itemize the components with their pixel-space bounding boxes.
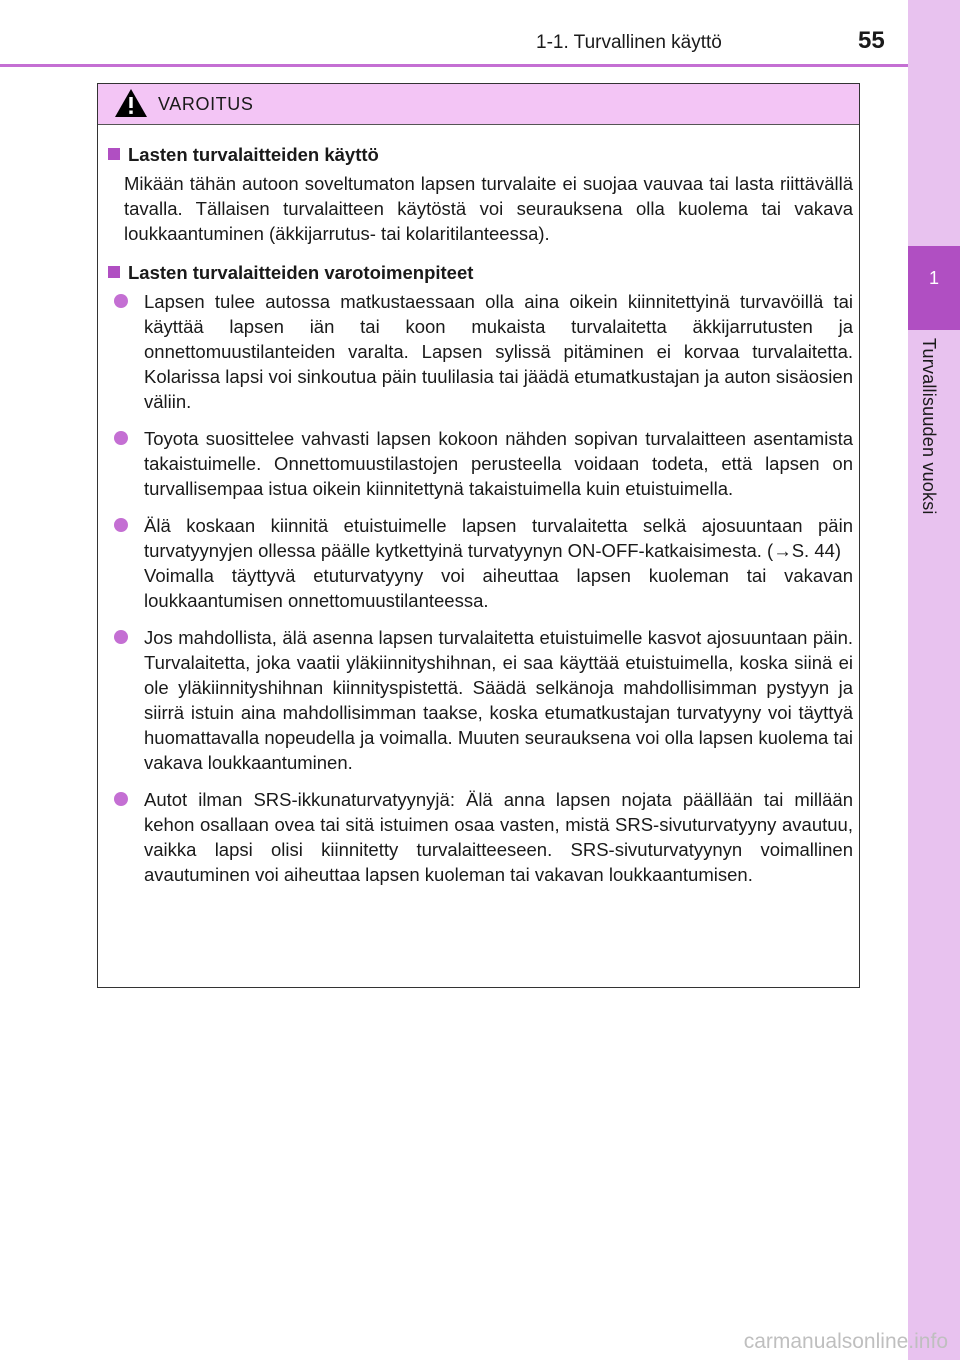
section-paragraph: Mikään tähän autoon soveltumaton lapsen turvalaite ei suojaa vauvaa tai lasta riittävällä tavalla. Tällaisen turvalaitteen käytöstä voi seurauksena olla kuolema tai vakava loukkaantuminen (äkkijarrutus- tai kolaritilanteessa). [124,173,853,244]
warning-content [98,142,861,899]
warning-title: VAROITUS [158,94,254,114]
running-header-section: 1-1. Turvallinen käyttö [536,32,722,53]
header-rule [0,64,908,67]
list-item-text: Älä koskaan kiinnitä etuistuimelle lapsen turvalaitetta selkä ajosuuntaan päin turvatyynyjen ollessa päälle kytkettyinä turvatyynyn ON-OFF-katkaisimesta. (→S. 44) [144,515,853,561]
section-heading [98,260,861,285]
circle-bullet-icon [114,630,128,644]
section-heading [98,142,861,167]
square-bullet-icon [108,266,120,278]
list-item-text-continued: Voimalla täyttyvä etuturvatyyny voi aiheuttaa lapsen kuoleman tai vakavan loukkaantumisen onnettomuustilanteessa. [144,565,853,611]
list-item [144,787,853,887]
list-item-text: Lapsen tulee autossa matkustaessaan olla aina oikein kiinnitettyinä turvavöillä tai käyttää lapsen iän tai koon mukaista turvalaitetta äkkijarrutusten ja onnettomuustilanteiden varalta. Lapsen sylissä pitäminen ei korvaa turvalaitetta. Kolarissa lapsi voi sinkoutua päin tuulilasia tai jäädä etumatkustajan ja auton sisäosien väliin. [144,291,853,412]
list-item [144,625,853,775]
list-item-text: Autot ilman SRS-ikkunaturvatyynyjä: Älä anna lapsen nojata päällään tai millään kehon osallaan ovea tai sitä istuimen osaa vasten, mistä SRS-sivuturvatyyny avautuu, vaikka lapsi olisi kiinnitetty turvalaitteeseen. SRS-sivuturvatyynyn voimallinen avautuminen voi aiheuttaa lapsen kuoleman tai vakavan loukkaantumisen. [144,789,853,885]
side-tab [908,0,960,1360]
list-item [144,426,853,501]
section-precautions [98,260,861,887]
list-item-text: Toyota suosittelee vahvasti lapsen kokoon nähden sopivan turvalaitteen asentamista takaistuimelle. Onnettomuustilastojen perusteella voidaan todeta, että lapsen on turvallisempaa istua oikein kiinnitettynä takaistuimella kuin etuistuimella. [144,428,853,499]
page-number: 55 [858,27,885,54]
warning-box [97,83,860,988]
warning-triangle-icon [114,88,148,118]
circle-bullet-icon [114,792,128,806]
section-usage [98,142,861,246]
section-heading-text: Lasten turvalaitteiden varotoimenpiteet [128,262,474,283]
square-bullet-icon [108,148,120,160]
list-item [144,513,853,613]
list-item-text: Jos mahdollista, älä asenna lapsen turvalaitetta etuistuimelle kasvot ajosuuntaan päin. Turvalaitetta, joka vaatii yläkiinnityshihnan, ei saa käyttää etuistuimella, koska siinä ei ole yläkiinnityshihnan kiinnityspistettä. Säädä selkänoja mahdollisimman pystyyn ja siirrä istuin aina mahdollisimman taakse, koska etumatkustajan turvatyyny voi täyttyä huomattavalla nopeudella ja voimalla. Muuten seurauksena voi olla lapsen kuolema tai vakava loukkaantuminen. [144,627,853,773]
side-tab-chapter-number: 1 [928,268,939,288]
warning-header [98,84,859,125]
side-tab-title: Turvallisuuden vuoksi [919,338,939,515]
watermark: carmanualsonline.info [743,1330,948,1353]
circle-bullet-icon [114,431,128,445]
list-item [144,289,853,414]
section-heading-text: Lasten turvalaitteiden käyttö [128,144,379,165]
circle-bullet-icon [114,518,128,532]
circle-bullet-icon [114,294,128,308]
